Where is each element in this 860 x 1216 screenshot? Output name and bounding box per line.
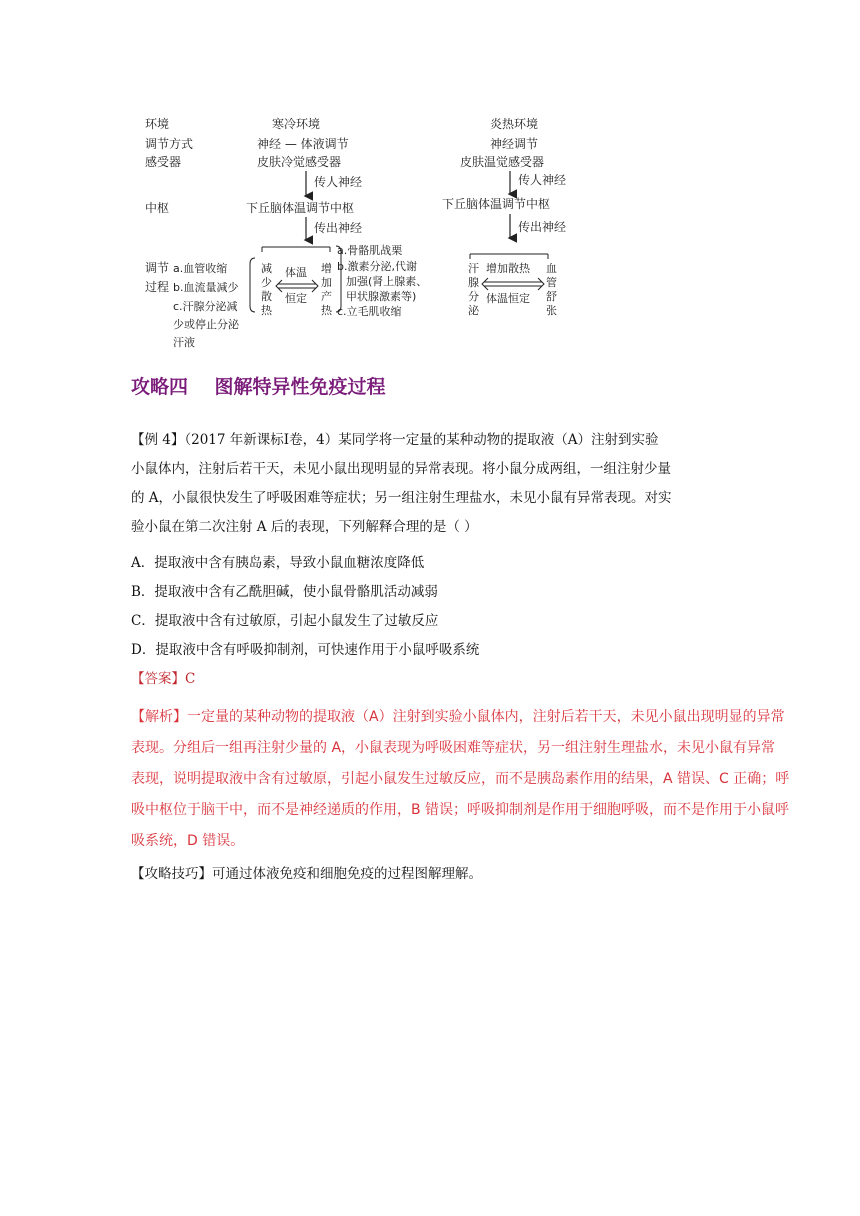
cold-reduce-char: 散: [261, 290, 272, 303]
hot-sweat-char: 腺: [468, 276, 479, 289]
hot-increase-dissipation: 增加散热: [486, 262, 530, 275]
hot-mode: 神经调节: [490, 137, 539, 151]
analysis: [131, 702, 843, 857]
diagram-svg: [0, 0, 860, 360]
double-arrow-icon: [276, 280, 282, 292]
hot-receptor: 皮肤温觉感受器: [460, 155, 545, 169]
row-label-receptor: 感受器: [145, 155, 182, 169]
cold-reduce-char: 减: [261, 262, 272, 275]
cold-body-temp: 恒定: [285, 292, 307, 305]
double-arrow-icon: [538, 278, 544, 290]
hot-body-temp: 体温恒定: [486, 292, 530, 305]
cold-left-item: b.血流量减少: [173, 281, 239, 294]
hot-center: 下丘脑体温调节中枢: [442, 197, 551, 211]
cold-env: 寒冷环境: [272, 117, 321, 131]
cold-reduce-char: 热: [261, 304, 272, 317]
cold-right-item: 甲状腺激素等): [346, 290, 417, 303]
analysis-line: 吸系统，D 错误。: [131, 833, 245, 849]
thermoregulation-diagram: [0, 0, 860, 360]
cold-mode: 神经 — 体液调节: [257, 137, 349, 151]
hot-vessel-char: 舒: [546, 290, 557, 303]
cold-increase-char: 加: [321, 276, 332, 289]
cold-increase-char: 热: [321, 304, 332, 317]
cold-body-temp: 体温: [285, 266, 307, 279]
hot-env: 炎热环境: [490, 117, 539, 131]
option-d: D．提取液中含有呼吸抑制剂，可快速作用于小鼠呼吸系统: [131, 642, 480, 658]
answer: 【答案】C: [131, 671, 196, 687]
row-label-mode: 调节方式: [145, 137, 194, 151]
row-label-env: 环境: [145, 117, 170, 131]
hot-sweat-char: 汗: [468, 262, 479, 275]
hot-afferent: 传人神经: [518, 173, 567, 187]
hot-sweat-char: 分: [468, 290, 479, 303]
hot-vessel-char: 张: [546, 304, 557, 317]
option-b: B．提取液中含有乙酰胆碱，使小鼠骨骼肌活动减弱: [131, 584, 438, 600]
analysis-line: 【解析】一定量的某种动物的提取液（A）注射到实验小鼠体内，注射后若干天，未见小鼠出现明显的异常: [131, 709, 785, 725]
cold-increase-char: 产: [321, 290, 332, 303]
double-arrow-icon: [312, 280, 318, 292]
section-heading: 攻略四 图解特异性免疫过程: [131, 376, 386, 398]
cold-left-item: 汗液: [173, 336, 195, 349]
cold-left-item: a.血管收缩: [173, 262, 228, 275]
cold-right-item: 加强(肾上腺素、: [346, 275, 428, 288]
cold-left-item: c.汗腺分泌减: [173, 300, 238, 313]
row-label-process-1: 调节: [145, 261, 170, 275]
row-label-process-2: 过程: [145, 280, 170, 294]
strategy-tip: 【攻略技巧】可通过体液免疫和细胞免疫的过程图解理解。: [131, 866, 482, 882]
option-a: A．提取液中含有胰岛素，导致小鼠血糖浓度降低: [131, 555, 425, 571]
question-line: 验小鼠在第二次注射 A 后的表现，下列解释合理的是（ ）: [131, 519, 478, 535]
cold-increase-char: 增: [321, 262, 332, 275]
cold-right-item: b.激素分泌,代谢: [337, 260, 417, 273]
cold-efferent: 传出神经: [314, 221, 363, 235]
hot-efferent: 传出神经: [518, 220, 567, 234]
hot-vessel-char: 管: [546, 276, 557, 289]
analysis-line: 吸中枢位于脑干中，而不是神经递质的作用，B 错误；呼吸抑制剂是作用于细胞呼吸，而不是作用于小鼠呼: [131, 802, 790, 818]
analysis-line: 表现。分组后一组再注射少量的 A，小鼠表现为呼吸困难等症状，另一组注射生理盐水，未见小鼠有异常: [131, 740, 776, 756]
analysis-line: 表现，说明提取液中含有过敏原，引起小鼠发生过敏反应，而不是胰岛素作用的结果，A 错误、C 正确；呼: [131, 771, 790, 787]
row-label-center: 中枢: [145, 201, 170, 215]
hot-sweat-char: 泌: [468, 304, 479, 317]
cold-right-item: c.立毛肌收缩: [337, 305, 402, 318]
cold-left-item: 少或停止分泌: [173, 318, 239, 331]
question-line: 小鼠体内，注射后若干天，未见小鼠出现明显的异常表现。将小鼠分成两组，一组注射少量: [131, 461, 671, 477]
cold-left-brace: [250, 258, 255, 312]
cold-reduce-char: 少: [261, 276, 272, 289]
hot-vessel-char: 血: [546, 262, 557, 275]
cold-receptor: 皮肤冷觉感受器: [257, 155, 342, 169]
cold-center: 下丘脑体温调节中枢: [246, 201, 355, 215]
option-c: C．提取液中含有过敏原，引起小鼠发生了过敏反应: [131, 613, 439, 629]
cold-right-item: a.骨骼肌战栗: [337, 244, 403, 257]
question-line: 【例 4】（2017 年新课标Ⅰ卷，4）某同学将一定量的某种动物的提取液（A）注射到实验: [131, 432, 659, 448]
cold-afferent: 传人神经: [314, 175, 363, 189]
double-arrow-icon: [482, 278, 488, 290]
question-line: 的 A，小鼠很快发生了呼吸困难等症状；另一组注射生理盐水，未见小鼠有异常表现。对实: [131, 490, 672, 506]
